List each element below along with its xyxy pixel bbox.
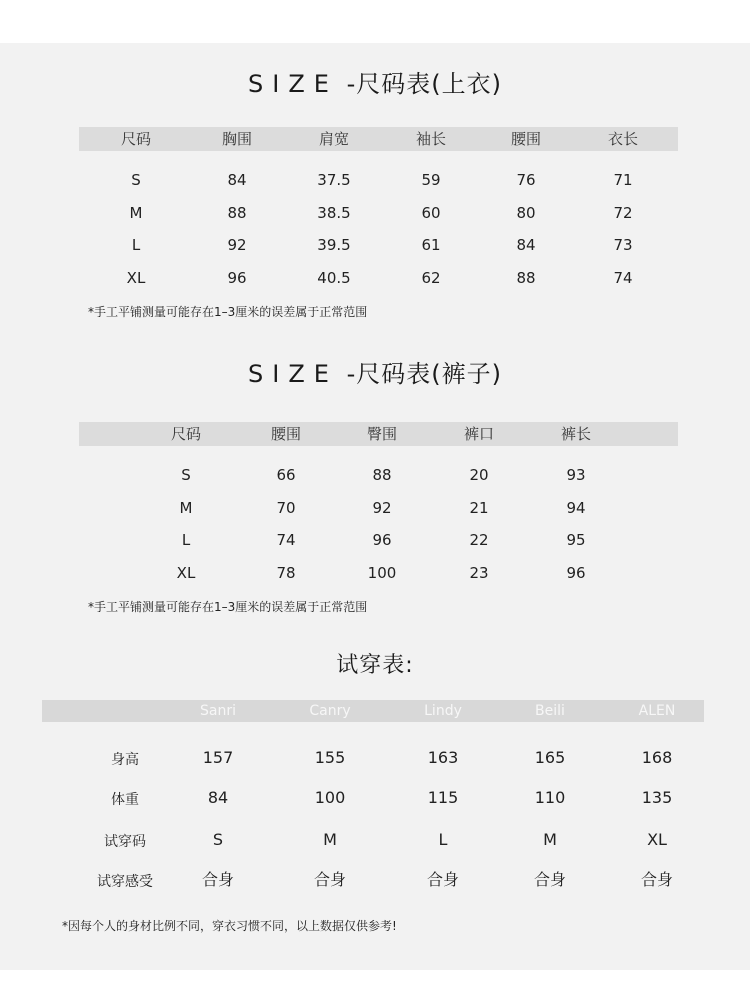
top-header-shoulder: 肩宽 <box>318 130 349 148</box>
title-size-word: SIZE <box>248 70 338 98</box>
table-cell: 66 <box>276 466 296 484</box>
table-cell: 21 <box>469 499 489 517</box>
pants-header-hip: 臀围 <box>366 425 397 443</box>
fit-table-title: 试穿表: <box>336 653 414 678</box>
table-cell: 155 <box>314 748 346 767</box>
title-size-word: SIZE <box>248 360 338 388</box>
table-cell: L <box>181 531 191 549</box>
table-cell: 40.5 <box>317 269 351 287</box>
top-table-note: *手工平铺测量可能存在1–3厘米的误差属于正常范围 <box>88 305 368 319</box>
row-label: 试穿感受 <box>97 874 153 890</box>
table-cell: 73 <box>613 236 633 254</box>
table-cell: 84 <box>516 236 536 254</box>
table-cell: 88 <box>516 269 536 287</box>
table-cell: 165 <box>534 748 566 767</box>
table-cell: 115 <box>427 788 459 807</box>
model-name-canry: Canry <box>309 703 351 719</box>
table-cell: 60 <box>421 204 441 222</box>
pants-header-waist: 腰围 <box>270 425 301 443</box>
top-header-chest: 胸围 <box>221 130 252 148</box>
table-cell: 88 <box>227 204 247 222</box>
title-rest: -尺码表(上衣) <box>337 70 502 98</box>
table-cell: 70 <box>276 499 296 517</box>
pants-header-length: 裤长 <box>560 425 591 443</box>
table-cell: 92 <box>372 499 392 517</box>
table-cell: 72 <box>613 204 633 222</box>
row-label: 体重 <box>111 792 139 808</box>
table-cell: 22 <box>469 531 489 549</box>
table-cell: 78 <box>276 564 296 582</box>
top-header-size: 尺码 <box>120 130 151 148</box>
table-cell: 168 <box>641 748 673 767</box>
pants-table-note: *手工平铺测量可能存在1–3厘米的误差属于正常范围 <box>88 600 368 614</box>
table-cell: 94 <box>566 499 586 517</box>
table-cell: 135 <box>641 788 673 807</box>
table-cell: 38.5 <box>317 204 351 222</box>
table-cell: 84 <box>207 788 229 807</box>
table-cell: L <box>131 236 141 254</box>
table-cell: 61 <box>421 236 441 254</box>
table-cell: 96 <box>227 269 247 287</box>
table-cell: 100 <box>314 788 346 807</box>
table-cell: 合身 <box>640 870 673 889</box>
title-rest: -尺码表(裤子) <box>337 360 502 388</box>
table-cell: 合身 <box>426 870 459 889</box>
table-cell: M <box>179 499 193 517</box>
table-cell: 95 <box>566 531 586 549</box>
table-cell: 96 <box>372 531 392 549</box>
table-cell: 88 <box>372 466 392 484</box>
model-name-lindy: Lindy <box>424 703 462 719</box>
table-cell: 37.5 <box>317 171 351 189</box>
table-cell: 76 <box>516 171 536 189</box>
table-cell: 100 <box>367 564 397 582</box>
top-table-header <box>79 127 678 151</box>
table-cell: M <box>129 204 143 222</box>
table-cell: S <box>212 830 224 849</box>
table-cell: 39.5 <box>317 236 351 254</box>
fit-table-header <box>42 700 704 722</box>
top-header-length: 衣长 <box>607 130 638 148</box>
table-cell: 62 <box>421 269 441 287</box>
table-cell: 93 <box>566 466 586 484</box>
table-cell: 59 <box>421 171 441 189</box>
row-label: 试穿码 <box>104 834 146 850</box>
top-header-waist: 腰围 <box>510 130 541 148</box>
top-header-sleeve: 袖长 <box>415 130 446 148</box>
model-name-beili: Beili <box>535 703 565 719</box>
model-name-sanri: Sanri <box>200 703 236 719</box>
table-cell: 合身 <box>313 870 346 889</box>
table-cell: 71 <box>613 171 633 189</box>
table-cell: 157 <box>202 748 234 767</box>
table-cell: XL <box>647 830 667 849</box>
table-cell: 80 <box>516 204 536 222</box>
table-cell: 92 <box>227 236 247 254</box>
table-cell: 74 <box>276 531 296 549</box>
model-name-alen: ALEN <box>638 703 676 719</box>
table-cell: S <box>131 171 141 189</box>
table-cell: 84 <box>227 171 247 189</box>
table-cell: 合身 <box>533 870 566 889</box>
top-size-chart-title <box>0 64 750 99</box>
table-cell: 合身 <box>201 870 234 889</box>
pants-header-hem: 裤口 <box>463 425 494 443</box>
table-cell: M <box>543 830 557 849</box>
table-cell: 74 <box>613 269 633 287</box>
pants-size-chart-title <box>0 354 750 389</box>
row-label: 身高 <box>111 752 139 768</box>
table-cell: 110 <box>534 788 566 807</box>
table-cell: M <box>323 830 337 849</box>
fit-table-note: *因每个人的身材比例不同，穿衣习惯不同，以上数据仅供参考! <box>62 919 397 933</box>
table-cell: XL <box>176 564 196 582</box>
pants-table-header <box>79 422 678 446</box>
table-cell: XL <box>126 269 146 287</box>
table-cell: 23 <box>469 564 489 582</box>
table-cell: L <box>438 830 448 849</box>
table-cell: S <box>181 466 191 484</box>
table-cell: 96 <box>566 564 586 582</box>
pants-header-size: 尺码 <box>170 425 201 443</box>
table-cell: 20 <box>469 466 489 484</box>
table-cell: 163 <box>427 748 459 767</box>
